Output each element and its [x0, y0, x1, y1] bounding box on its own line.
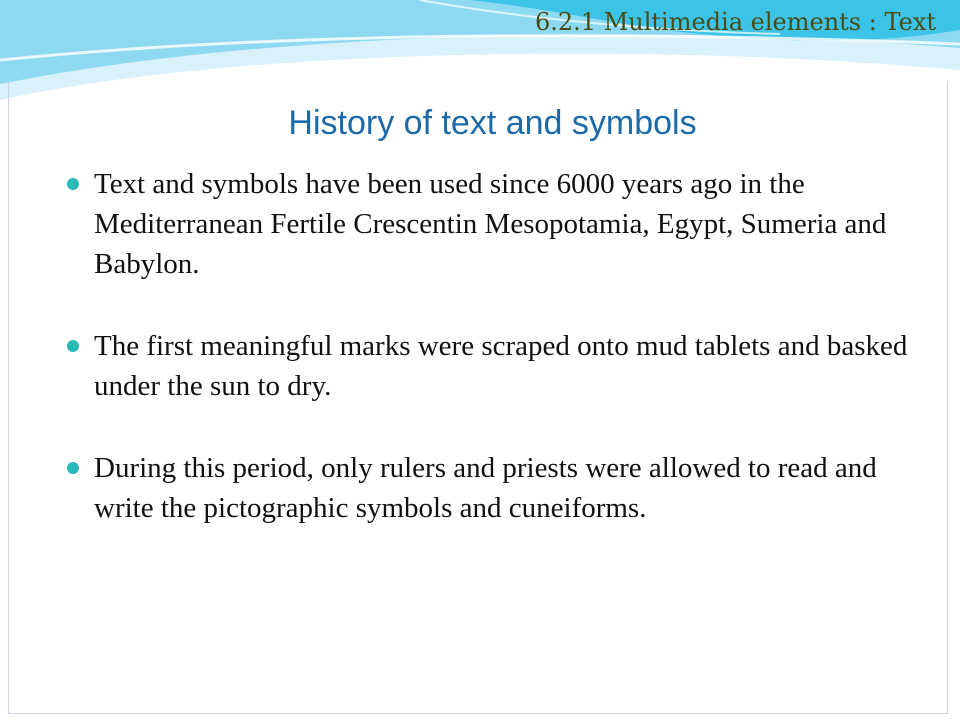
- bullet-item: [64, 164, 924, 284]
- bullet-item: [64, 326, 924, 406]
- section-label: 6.2.1 Multimedia elements : Text: [535, 8, 936, 36]
- bullet-item: [64, 448, 924, 528]
- bullet-dot-icon: [67, 462, 79, 474]
- bullet-list: [64, 164, 924, 528]
- bullet-text: Text and symbols have been used since 6000 years ago in the Mediterranean Fertile Crescentin Mesopotamia, Egypt, Sumeria and Babylon.: [94, 168, 887, 280]
- bullet-text: During this period, only rulers and priests were allowed to read and write the pictographic symbols and cuneiforms.: [94, 452, 877, 524]
- bullet-dot-icon: [67, 178, 79, 190]
- bullet-dot-icon: [67, 340, 79, 352]
- slide-title: History of text and symbols: [288, 104, 697, 142]
- bullet-text: The first meaningful marks were scraped onto mud tablets and basked under the sun to dry.: [94, 330, 908, 402]
